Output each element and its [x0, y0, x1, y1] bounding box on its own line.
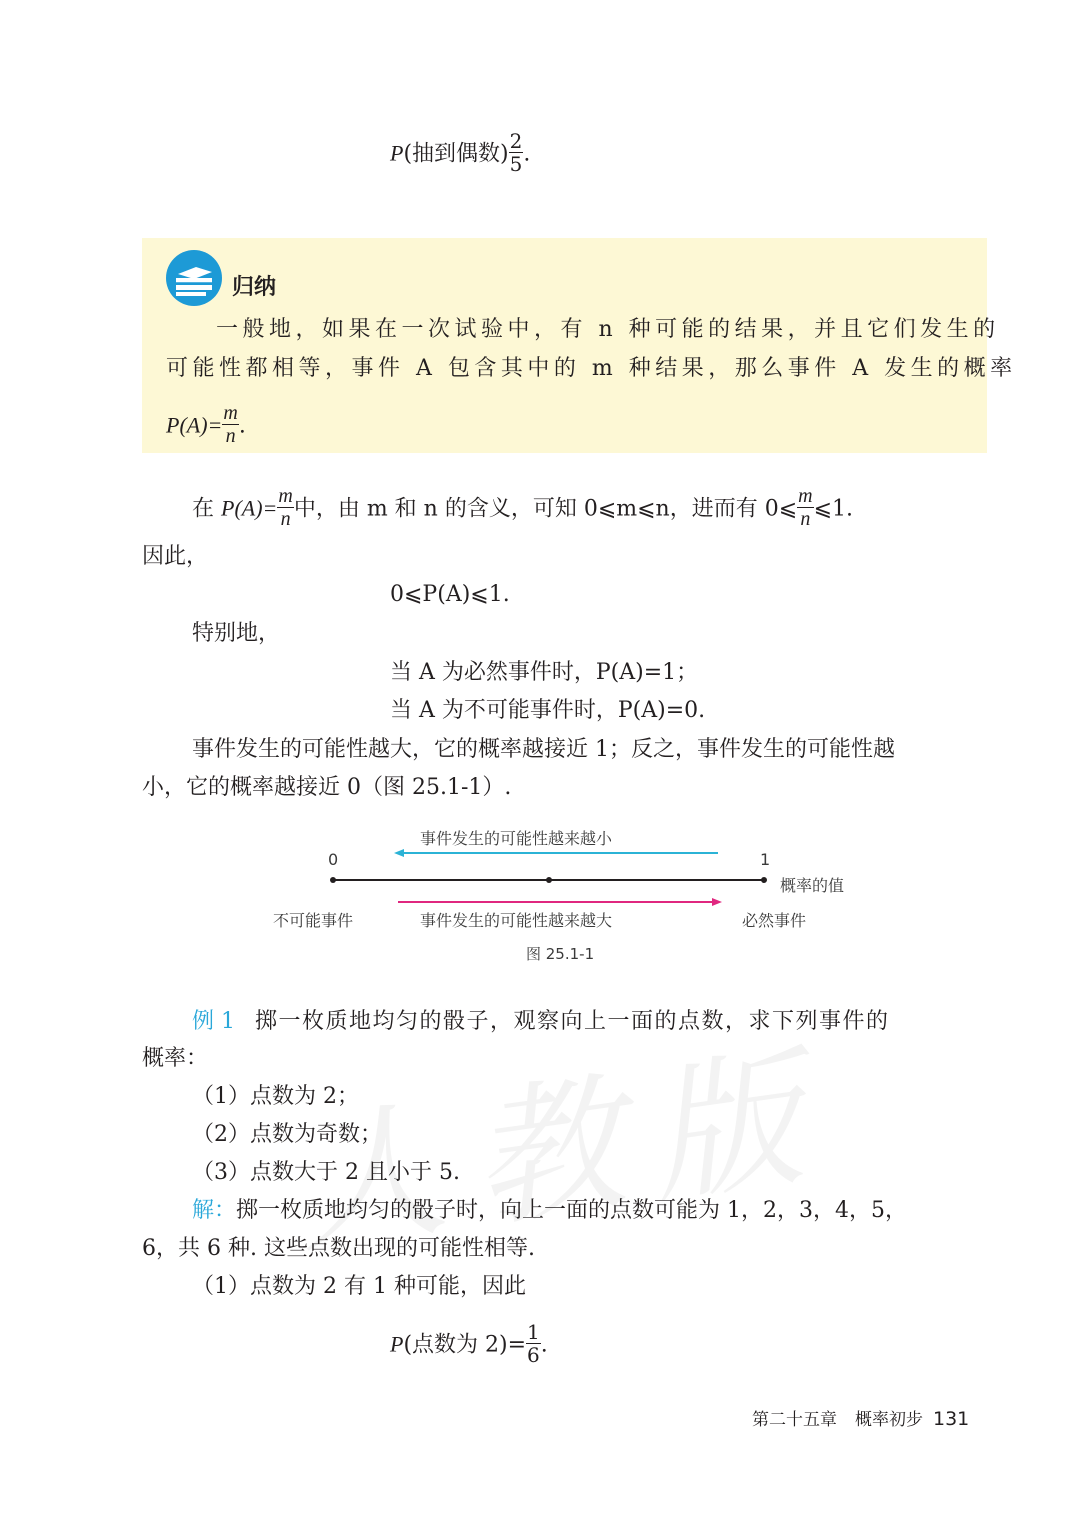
example-item-3: （3）点数大于 2 且小于 5.	[192, 1160, 460, 1185]
solution-label: 解：	[192, 1198, 237, 1223]
tick-label-zero: 0	[328, 850, 339, 869]
book-stack-icon	[166, 250, 222, 306]
numerator: m	[278, 485, 293, 507]
solution-line-2: 6，共 6 种. 这些点数出现的可能性相等.	[142, 1236, 535, 1261]
probability-range-inequality: 0⩽P(A)⩽1.	[390, 582, 510, 607]
paragraph-likelihood-line-2: 小，它的概率越接近 0（图 25.1-1）.	[142, 775, 512, 800]
formula-symbol: P	[390, 140, 404, 166]
text: 在	[192, 496, 221, 522]
formula-lhs: P(A)=	[166, 412, 223, 438]
special-case-impossible: 当 A 为不可能事件时，P(A)=0.	[390, 698, 706, 723]
summary-formula	[166, 404, 246, 449]
solution-step-1: （1）点数为 2 有 1 种可能，因此	[192, 1274, 526, 1299]
summary-line-1: 一般地，如果在一次试验中，有 n 种可能的结果，并且它们发生的	[216, 317, 1000, 342]
example-1-statement-cont: 概率：	[142, 1046, 209, 1071]
text: 中，由 m 和 n 的含义，可知 0⩽m⩽n，进而有 0⩽	[293, 496, 798, 522]
denominator: 6	[527, 1343, 540, 1367]
tick-label-one: 1	[760, 850, 771, 869]
summary-line-2: 可能性都相等，事件 A 包含其中的 m 种结果，那么事件 A 发生的概率	[166, 356, 1017, 381]
impossible-event-label: 不可能事件	[273, 911, 354, 930]
special-intro: 特别地，	[192, 621, 281, 646]
paragraph-range-derivation	[192, 487, 853, 532]
numerator: 1	[527, 1320, 540, 1344]
period: .	[238, 413, 246, 439]
fraction	[526, 1321, 541, 1366]
denominator: n	[280, 508, 291, 530]
solution-line-1	[192, 1197, 907, 1225]
solution-text: 掷一枚质地均匀的骰子时，向上一面的点数可能为 1，2，3，4，5，	[236, 1198, 907, 1223]
formula-point-two-probability	[390, 1320, 548, 1368]
summary-title: 归纳	[232, 275, 277, 300]
numerator: 2	[509, 129, 523, 153]
page-number: 131	[933, 1408, 970, 1430]
footer-chapter: 第二十五章	[752, 1410, 837, 1430]
denominator: n	[225, 425, 236, 447]
formula-even-probability	[390, 129, 531, 177]
special-case-certain: 当 A 为必然事件时，P(A)=1；	[390, 660, 699, 685]
denominator: 5	[509, 152, 523, 176]
fraction	[277, 485, 293, 530]
arrow-top-label: 事件发生的可能性越来越小	[420, 829, 613, 848]
period: .	[523, 141, 531, 167]
certain-event-label: 必然事件	[742, 911, 807, 930]
page-footer	[752, 1405, 969, 1430]
text: ⩽1.	[813, 496, 854, 522]
numerator: m	[223, 402, 238, 424]
example-item-1: （1）点数为 2；	[192, 1084, 359, 1109]
example-1-statement	[192, 1008, 890, 1036]
formula-lhs: P(A)=	[221, 495, 278, 521]
paragraph-likelihood-line-1: 事件发生的可能性越大，它的概率越接近 1；反之，事件发生的可能性越	[192, 737, 895, 762]
fraction	[222, 402, 238, 447]
example-label: 例 1	[192, 1009, 235, 1034]
formula-symbol: P	[390, 1331, 404, 1357]
figure-caption: 图 25.1-1	[526, 945, 595, 963]
axis-label: 概率的值	[780, 876, 845, 895]
paragraph-therefore: 因此，	[142, 544, 209, 569]
formula-argument: (点数为 2)=	[403, 1332, 527, 1358]
denominator: n	[800, 508, 811, 530]
formula-argument: (抽到偶数)	[403, 141, 509, 167]
numerator: m	[798, 485, 813, 507]
fraction	[797, 485, 813, 530]
period: .	[540, 1332, 548, 1358]
example-text: 掷一枚质地均匀的骰子，观察向上一面的点数，求下列事件的	[255, 1009, 890, 1034]
example-item-2: （2）点数为奇数；	[192, 1122, 382, 1147]
arrow-bottom-label: 事件发生的可能性越来越大	[420, 911, 613, 930]
footer-chapter-title: 概率初步	[855, 1410, 923, 1430]
fraction	[509, 130, 524, 175]
